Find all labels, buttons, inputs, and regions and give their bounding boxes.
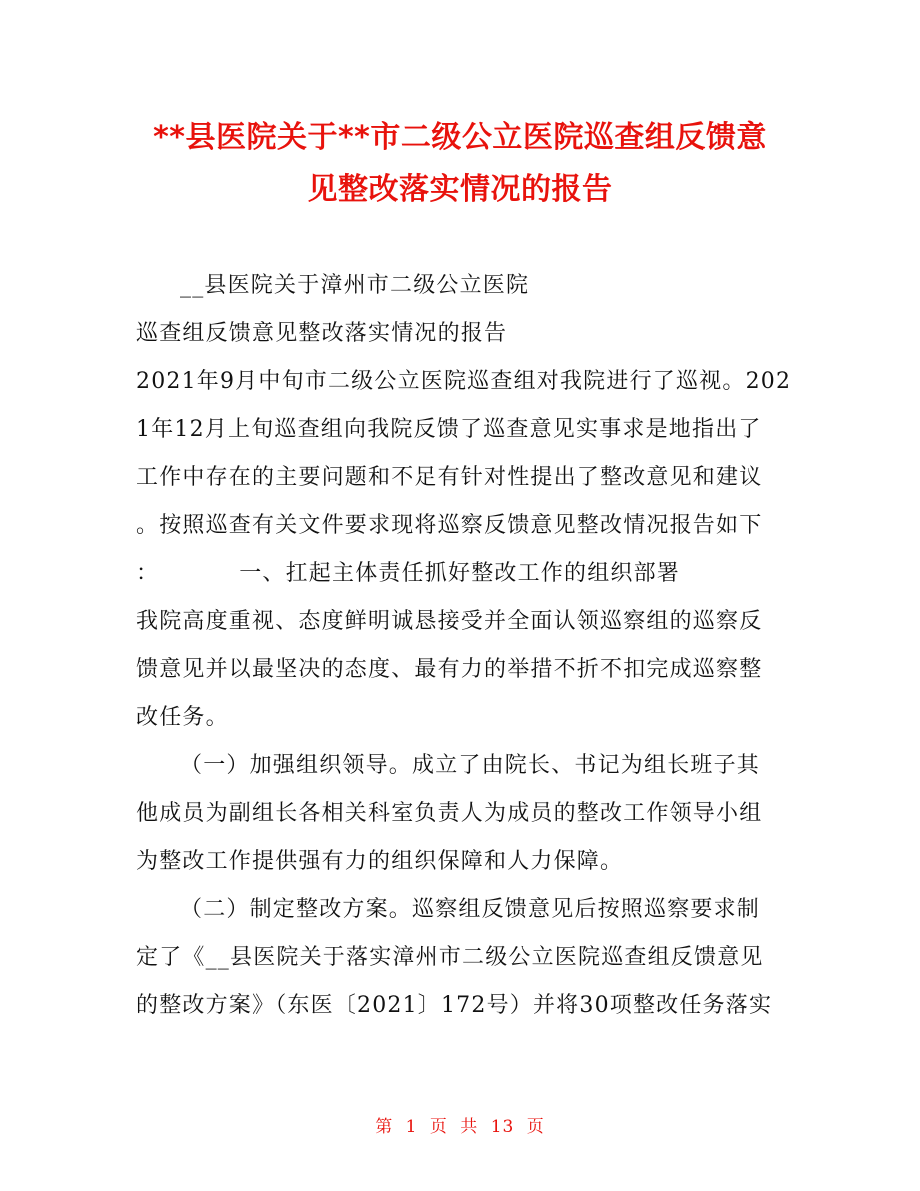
body-line-10: 改任务。	[136, 705, 229, 730]
body-line-3: 2021年9月中旬市二级公立医院巡查组对我院进行了巡视。202	[136, 369, 792, 394]
body-line-9: 馈意见并以最坚决的态度、最有力的举措不折不扣完成巡察整	[136, 657, 763, 682]
body-line-8: 我院高度重视、态度鲜明诚恳接受并全面认领巡察组的巡察反	[136, 609, 763, 634]
colon-mark: ：	[136, 561, 160, 586]
document-title	[110, 112, 810, 216]
total-pages: 13	[490, 1117, 515, 1137]
body-line-1: __县医院关于漳州市二级公立医院	[180, 273, 530, 298]
page-footer	[0, 1112, 920, 1137]
total-unit: 页	[526, 1117, 545, 1137]
page-unit: 页	[429, 1117, 448, 1137]
body-line-13: 为整改工作提供强有力的组织保障和人力保障。	[136, 849, 624, 874]
page-number: 1	[405, 1117, 418, 1137]
body-line-7	[136, 550, 786, 598]
body-line-5: 工作中存在的主要问题和不足有针对性提出了整改意见和建议	[136, 465, 763, 490]
body-line-16: 的整改方案》（东医〔2021〕172号）并将30项整改任务落实	[136, 993, 773, 1018]
body-line-12: 他成员为副组长各相关科室负责人为成员的整改工作领导小组	[136, 801, 763, 826]
body-line-11: （一）加强组织领导。成立了由院长、书记为组长班子其	[180, 753, 761, 778]
body-line-4: 1年12月上旬巡查组向我院反馈了巡查意见实事求是地指出了	[136, 417, 762, 442]
document-body	[136, 262, 792, 1030]
page-label: 第	[375, 1117, 394, 1137]
title-line-1: **县医院关于**市二级公立医院巡查组反馈意	[153, 120, 767, 155]
body-line-14: （二）制定整改方案。巡察组反馈意见后按照巡察要求制	[180, 897, 761, 922]
body-line-15: 定了《__县医院关于落实漳州市二级公立医院巡查组反馈意见	[136, 945, 764, 970]
body-line-2: 巡查组反馈意见整改落实情况的报告	[136, 321, 508, 346]
total-label: 共	[460, 1117, 479, 1137]
title-line-2: 见整改落实情况的报告	[307, 172, 613, 207]
section-heading-1: 一、扛起主体责任抓好整改工作的组织部署	[239, 561, 681, 586]
body-line-6: 。按照巡查有关文件要求现将巡察反馈意见整改情况报告如下	[136, 513, 763, 538]
